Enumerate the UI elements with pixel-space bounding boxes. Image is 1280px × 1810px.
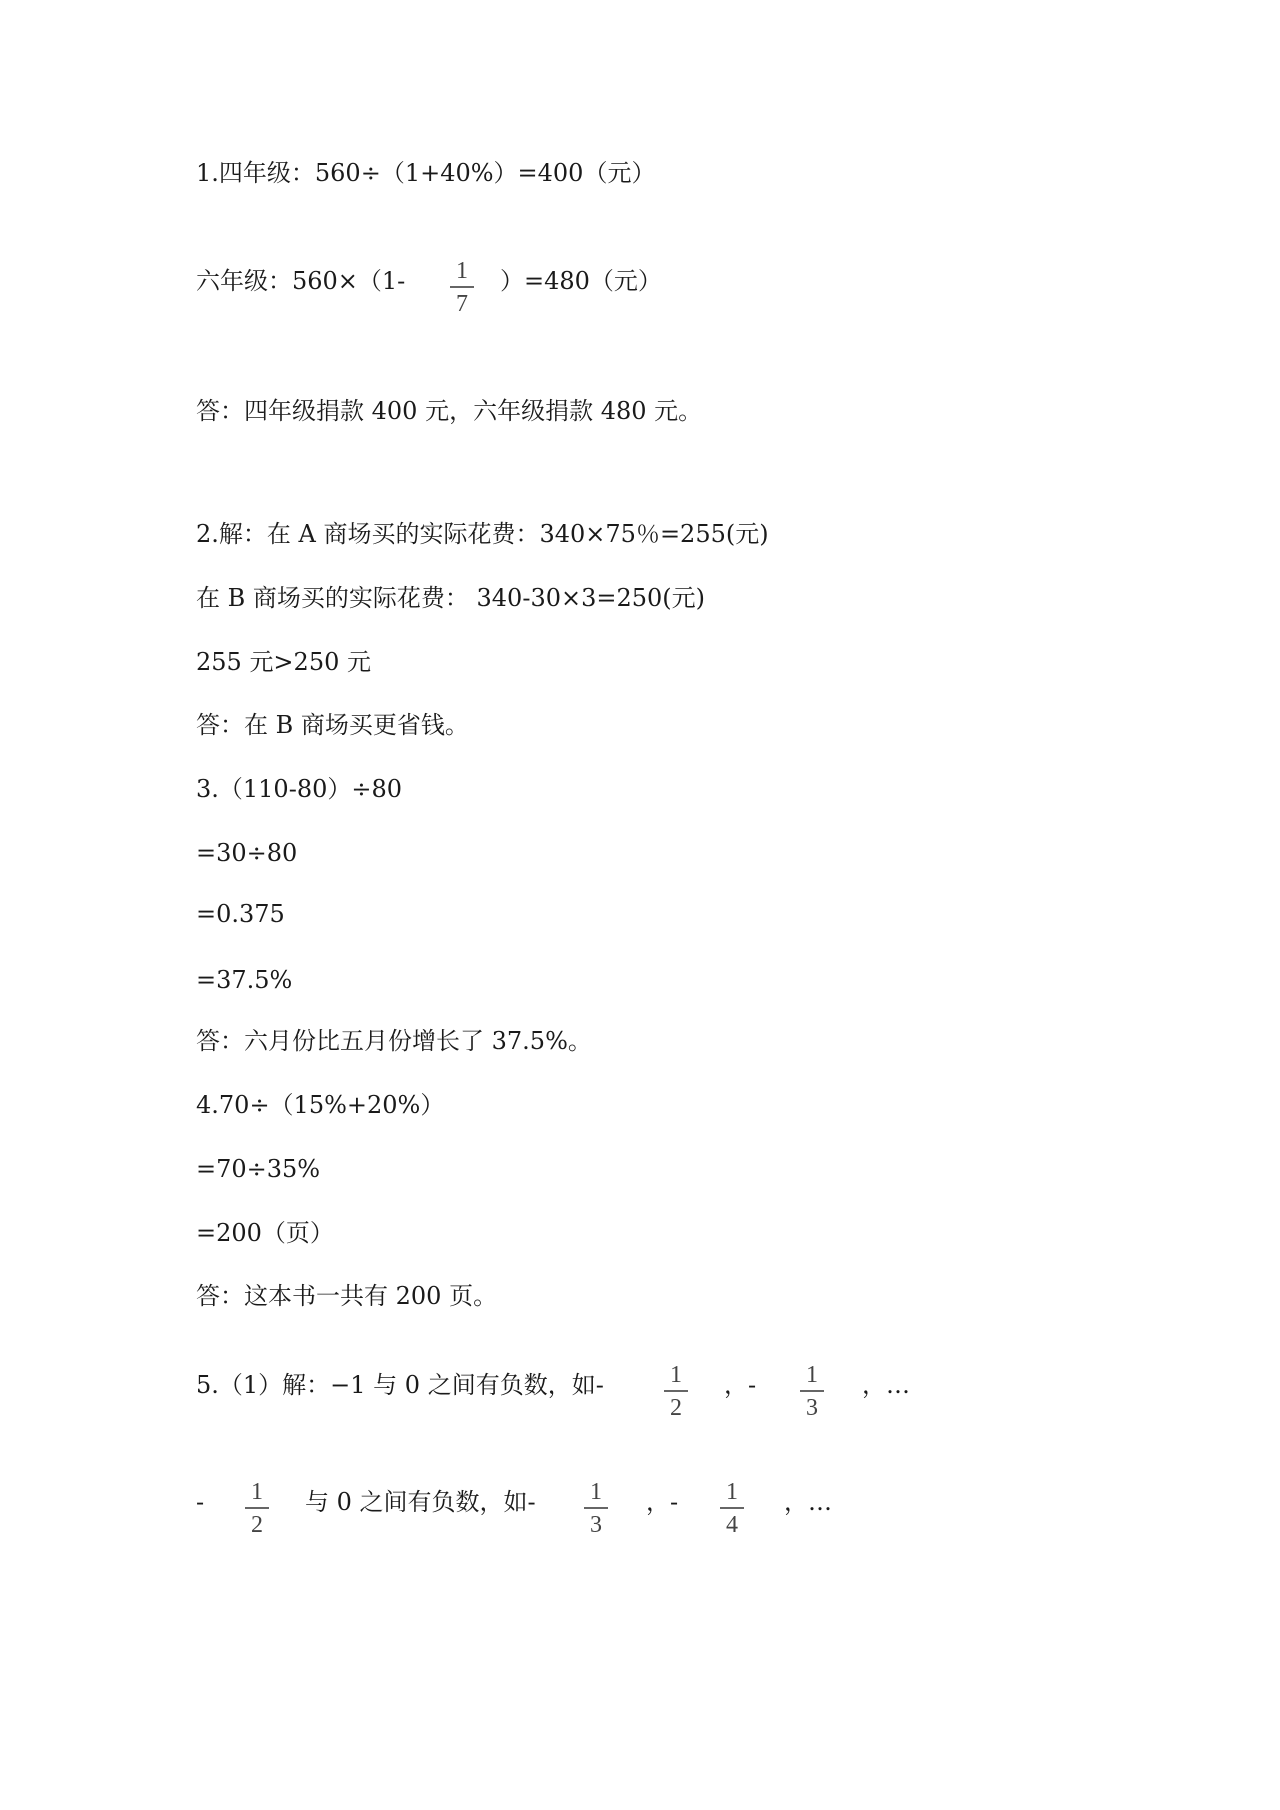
fraction-denominator: 2	[670, 1394, 682, 1421]
q1-answer: 答：四年级捐款 400 元，六年级捐款 480 元。	[196, 397, 703, 425]
q5-line2-prefix: -	[196, 1488, 205, 1516]
q4-line2: =70÷35%	[196, 1155, 321, 1183]
fraction-one-third	[800, 1362, 824, 1421]
fraction-numerator: 1	[456, 258, 468, 284]
fraction-numerator: 1	[806, 1362, 818, 1388]
fraction-denominator: 3	[806, 1394, 818, 1421]
q3-answer: 答：六月份比五月份增长了 37.5%。	[196, 1027, 592, 1055]
fraction-denominator: 4	[726, 1511, 738, 1538]
q5-line2-separator: ，-	[646, 1488, 679, 1516]
fraction-denominator: 2	[251, 1511, 263, 1538]
q5-line1-ellipsis: ，…	[862, 1371, 910, 1399]
q1-line1: 1.四年级：560÷（1+40%）=400（元）	[196, 159, 656, 187]
fraction-bar	[664, 1390, 688, 1392]
q3-line3: =0.375	[196, 900, 285, 928]
fraction-one-half	[245, 1479, 269, 1538]
q3-line4: =37.5%	[196, 966, 293, 994]
q2-line3: 255 元>250 元	[196, 648, 371, 676]
q4-line1: 4.70÷（15%+20%）	[196, 1091, 445, 1119]
fraction-numerator: 1	[590, 1479, 602, 1505]
q2-answer: 答：在 B 商场买更省钱。	[196, 711, 469, 739]
q5-line2-ellipsis: ，…	[784, 1488, 832, 1516]
q3-line1: 3.（110-80）÷80	[196, 775, 403, 803]
fraction-numerator: 1	[670, 1362, 682, 1388]
fraction-one-seventh	[450, 258, 474, 317]
q1-line2-suffix: ）=480（元）	[500, 267, 662, 295]
q2-line2: 在 B 商场买的实际花费： 340-30×3=250(元)	[196, 584, 706, 612]
fraction-denominator: 7	[456, 290, 468, 317]
q5-line1-prefix: 5.（1）解：−1 与 0 之间有负数，如-	[196, 1371, 604, 1399]
fraction-denominator: 3	[590, 1511, 602, 1538]
q1-line2-prefix: 六年级：560×（1-	[196, 267, 406, 295]
fraction-one-fourth	[720, 1479, 744, 1538]
fraction-bar	[800, 1390, 824, 1392]
fraction-bar	[584, 1507, 608, 1509]
q2-line1: 2.解：在 A 商场买的实际花费：340×75％=255(元)	[196, 520, 769, 548]
fraction-bar	[245, 1507, 269, 1509]
q4-line3: =200（页）	[196, 1219, 334, 1247]
q3-line2: =30÷80	[196, 839, 298, 867]
q5-line2-middle: 与 0 之间有负数，如-	[305, 1488, 536, 1516]
q5-line1-separator: ，-	[724, 1371, 757, 1399]
fraction-one-half	[664, 1362, 688, 1421]
fraction-one-third	[584, 1479, 608, 1538]
fraction-bar	[720, 1507, 744, 1509]
q4-answer: 答：这本书一共有 200 页。	[196, 1282, 498, 1310]
fraction-numerator: 1	[251, 1479, 263, 1505]
fraction-bar	[450, 286, 474, 288]
fraction-numerator: 1	[726, 1479, 738, 1505]
